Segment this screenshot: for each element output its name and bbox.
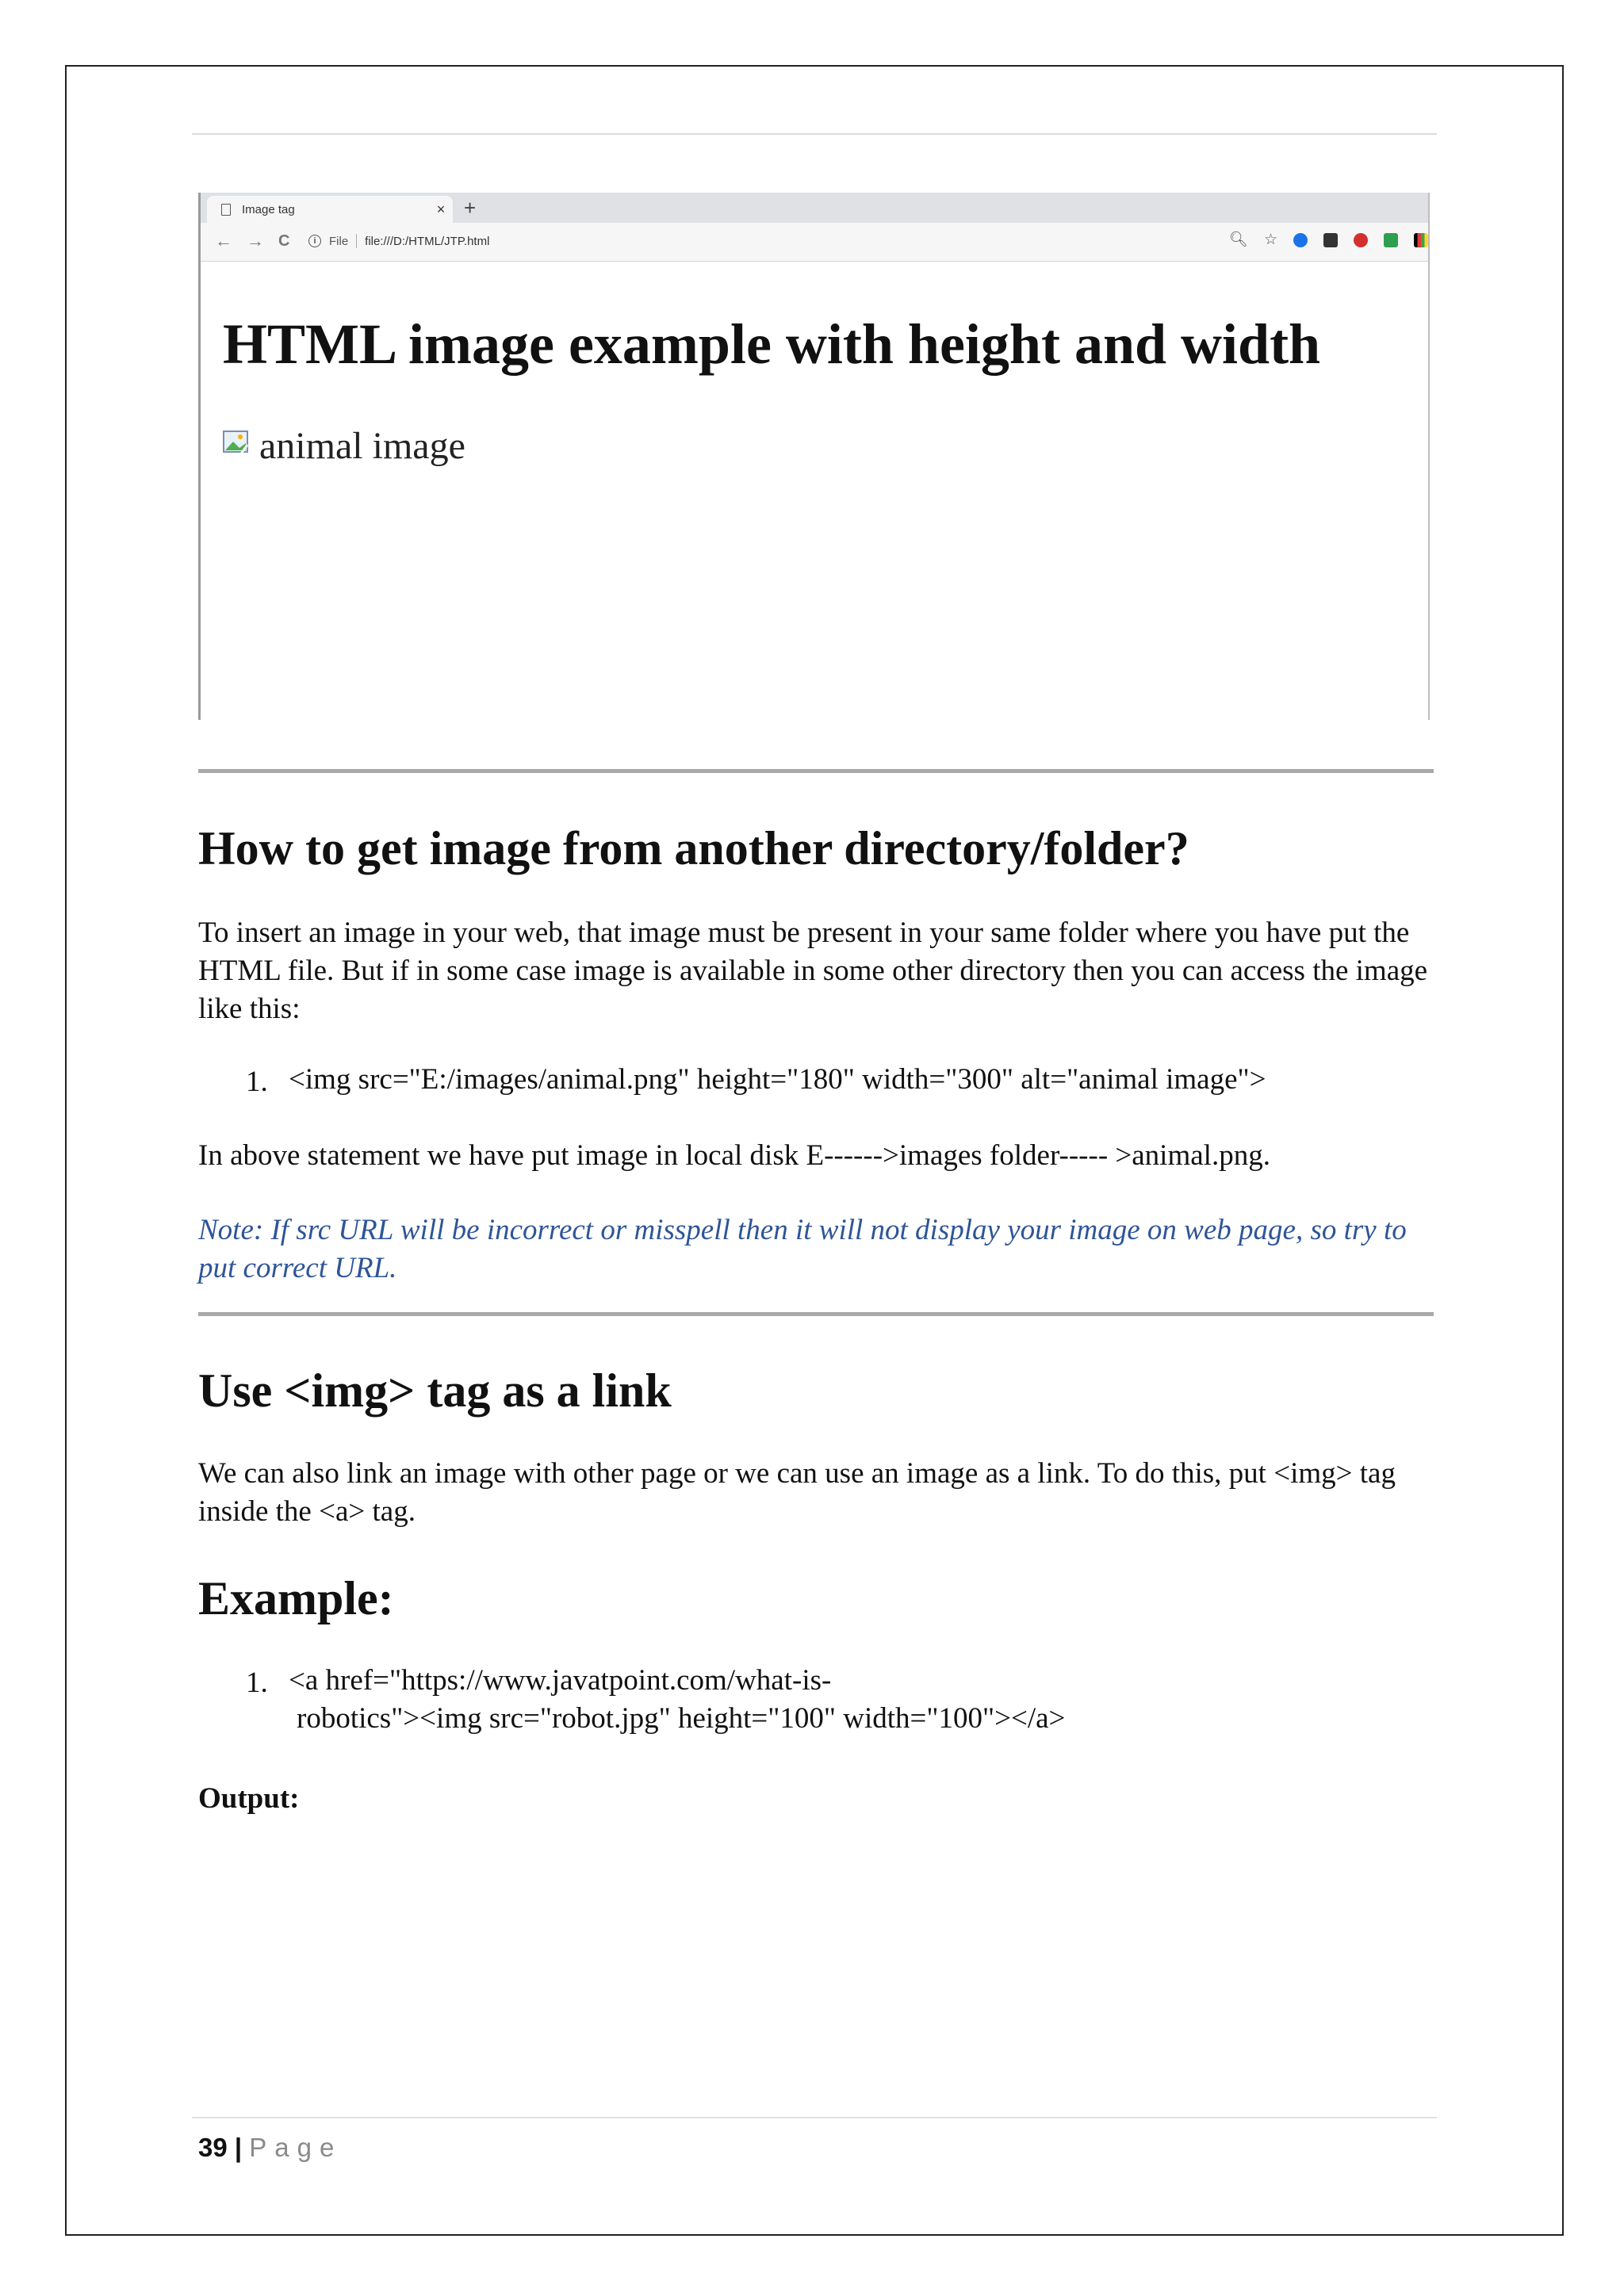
footer-rule — [192, 2117, 1437, 2118]
page-footer — [198, 2133, 342, 2163]
section-heading-directory: How to get image from another directory/folder? — [198, 822, 1189, 874]
address-separator — [356, 234, 357, 248]
info-icon[interactable]: i — [308, 235, 321, 247]
page-word: Page — [249, 2133, 343, 2162]
browser-screenshot — [198, 193, 1430, 720]
section-paragraph: We can also link an image with other page or we can use an image as a link. To do this, put <img> tag inside the <a> tag. — [198, 1457, 1396, 1528]
code-line: robotics"><img src="robot.jpg" height="100" width="100"></a> — [297, 1702, 1066, 1735]
broken-image-alt-text: animal image — [259, 425, 465, 467]
list-number: 1. — [246, 1066, 268, 1098]
extension-green-icon[interactable] — [1384, 233, 1398, 247]
section-divider — [198, 769, 1434, 773]
document-icon — [221, 204, 231, 216]
reload-icon[interactable]: C — [278, 232, 290, 250]
star-icon[interactable]: ☆ — [1263, 232, 1277, 248]
tab-title: Image tag — [242, 202, 295, 216]
forward-icon[interactable]: → — [247, 231, 264, 251]
extension-mail-icon[interactable] — [1323, 233, 1338, 247]
extension-color-icon[interactable] — [1414, 233, 1428, 247]
zoom-icon[interactable]: 🔍︎ — [1228, 232, 1248, 248]
list-number: 1. — [246, 1667, 268, 1699]
toolbar-actions — [1229, 232, 1428, 248]
address-bar[interactable] — [308, 229, 1323, 253]
broken-image — [223, 424, 465, 468]
close-tab-icon[interactable]: × — [436, 201, 446, 217]
section-divider — [198, 1312, 1434, 1316]
extension-blue-icon[interactable] — [1293, 233, 1308, 247]
url-text: file:///D:/HTML/JTP.html — [365, 234, 490, 248]
file-label: File — [329, 234, 349, 248]
section-paragraph: To insert an image in your web, that image must be present in your same folder where you have put the HTML file. But if in some case image is available in some other directory then you can access the image like this: — [198, 916, 1428, 1025]
page-number: 39 — [198, 2133, 228, 2162]
note-text: Note: If src URL will be incorrect or misspell then it will not display your image on web page, so try to put correct URL. — [198, 1214, 1407, 1284]
back-icon[interactable]: ← — [215, 231, 232, 251]
footer-separator: | — [227, 2133, 250, 2162]
tab-strip — [201, 193, 1428, 223]
example-heading: Example: — [198, 1572, 394, 1624]
screenshot-page-heading: HTML image example with height and width — [223, 312, 1321, 376]
section-heading-img-link: Use <img> tag as a link — [198, 1364, 672, 1417]
extension-pinterest-icon[interactable] — [1354, 233, 1368, 247]
statement-text: In above statement we have put image in local disk E------>images folder----- >animal.png. — [198, 1139, 1270, 1172]
browser-toolbar — [201, 223, 1428, 262]
code-line: <img src="E:/images/animal.png" height="180" width="300" alt="animal image"> — [289, 1063, 1266, 1096]
output-label: Output: — [198, 1782, 300, 1815]
browser-tab[interactable] — [207, 196, 453, 223]
code-line: <a href="https://www.javatpoint.com/what-is- — [289, 1664, 832, 1697]
new-tab-button[interactable]: + — [464, 196, 477, 220]
broken-image-icon — [223, 430, 258, 462]
header-rule — [192, 133, 1437, 135]
